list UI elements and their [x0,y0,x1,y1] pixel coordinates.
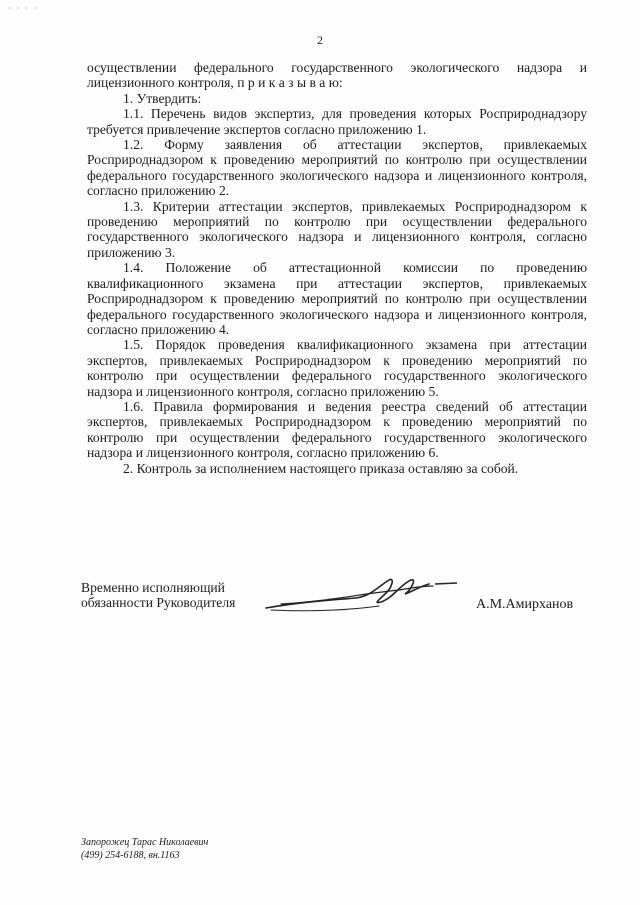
document-body [87,60,587,476]
scan-artifact: · · · · [8,4,39,13]
signature-block [81,580,601,640]
signatory-name: А.М.Амирханов [476,597,574,612]
paragraph-1-4: 1.4. Положение об аттестационной комиссии по проведению квалификационного экзамена при аттестации экспертов, привлекаемых Росприроднадзором к проведению мероприятий по контролю при осуществлении федерального государственного экологического надзора и лицензионного контроля, согласно приложению 4. [87,260,587,337]
paragraph-1-2: 1.2. Форму заявления об аттестации экспертов, привлекаемых Росприроднадзором к проведению мероприятий по контролю при осуществлении федерального государственного экологического надзора и лицензионного контроля, согласно приложению 2. [87,137,587,199]
executor-name: Запорожец Тарас Николаевич [81,837,209,848]
paragraph-1-5: 1.5. Порядок проведения квалификационного экзамена при аттестации экспертов, привлекаемых Росприроднадзором к проведению мероприятий по контролю при осуществлении федерального государственного экологического надзора и лицензионного контроля, согласно приложению 5. [87,337,587,399]
signatory-title-line2: обязанности Руководителя [81,595,236,610]
signatory-title [81,580,235,610]
paragraph-1-1: 1.1. Перечень видов экспертиз, для проведения которых Росприроднадзору требуется привлечение экспертов согласно приложению 1. [87,106,587,137]
paragraph-1-6: 1.6. Правила формирования и ведения реестра сведений об аттестации экспертов, привлекаемых Росприроднадзором к проведению мероприятий по контролю при осуществлении федерального государственного экологического надзора и лицензионного контроля, согласно приложению 6. [87,398,587,461]
paragraph-1-3: 1.3. Критерии аттестации экспертов, привлекаемых Росприроднадзором к проведению мероприятий по контролю при осуществлении федерального государственного экологического надзора и лицензионного контроля, согласно приложению 3. [87,198,587,260]
paragraph-approve: 1. Утвердить: [123,90,202,106]
executor-info [81,836,208,862]
executor-phone: (499) 254-6188, вн.1163 [81,850,180,861]
signatory-title-line1: Временно исполняющий [81,580,225,595]
paragraph-control: 2. Контроль за исполнением настоящего приказа оставляю за собой. [123,460,519,476]
page-number: 2 [317,33,323,47]
handwritten-signature [261,572,461,622]
paragraph-intro: осуществлении федерального государственного экологического надзора и лицензионного контроля, п р и к а з ы в а ю: [87,60,587,91]
